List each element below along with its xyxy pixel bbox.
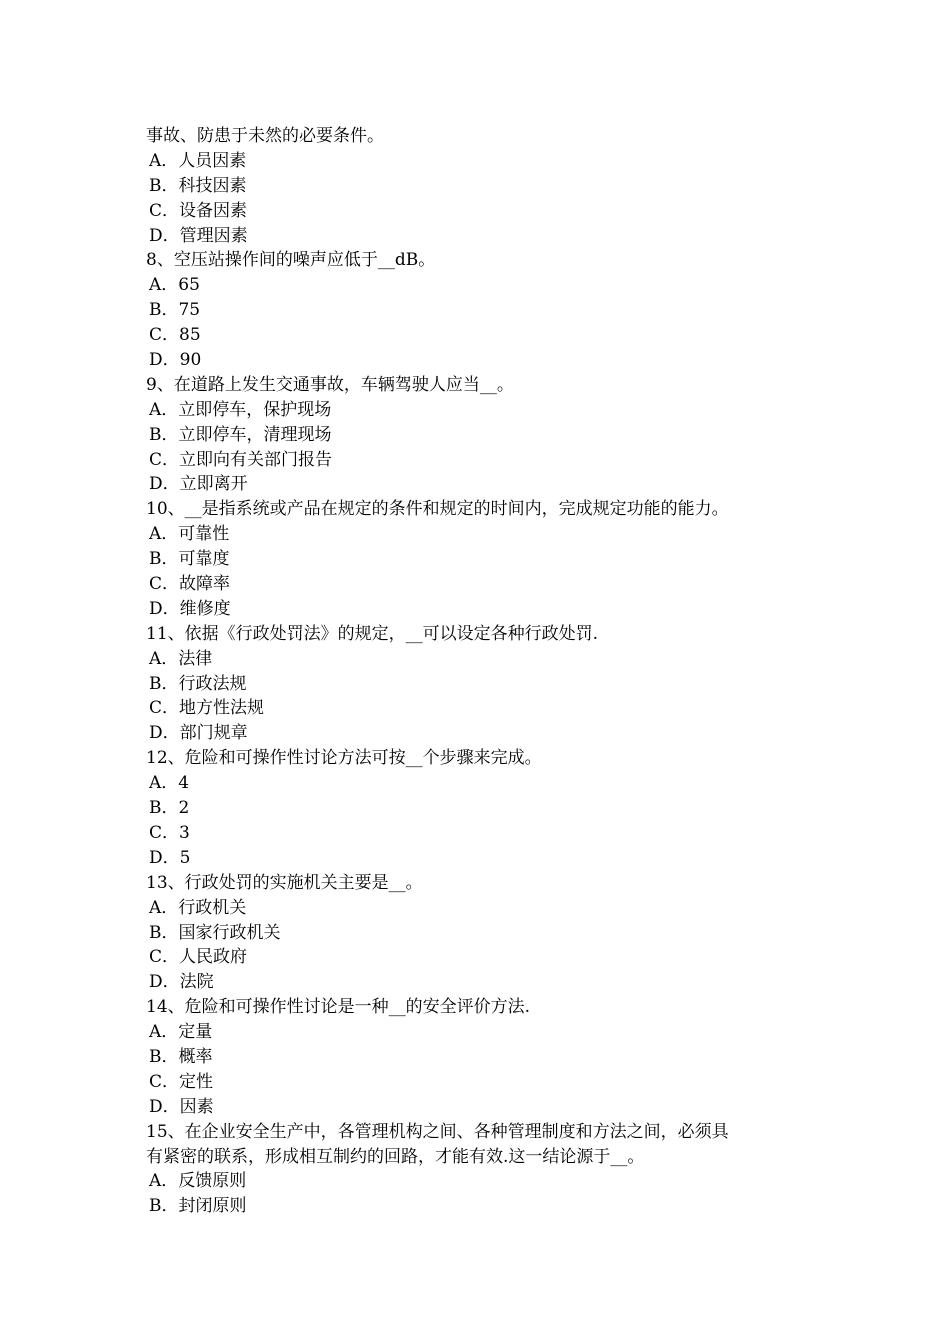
option-b: B．概率 [149,1046,213,1067]
option-b: B．科技因素 [149,175,247,196]
option-a: A．可靠性 [149,524,230,545]
option-a: A．反馈原则 [149,1171,247,1192]
option-a: A．立即停车，保护现场 [149,399,332,420]
question-continuation: 事故、防患于未然的必要条件。 [146,126,384,146]
option-b: B．2 [149,798,190,819]
question-15-stem-line-2: 有紧密的联系，形成相互制约的回路，才能有效.这一结论源于__。 [146,1146,645,1167]
question-13-stem: 13、行政处罚的实施机关主要是__。 [146,872,423,893]
option-c: C．设备因素 [149,200,248,221]
question-8-stem: 8、空压站操作间的噪声应低于__dB。 [146,250,436,271]
question-14-stem: 14、危险和可操作性讨论是一种__的安全评价方法. [146,997,531,1018]
option-c: C．故障率 [149,574,231,595]
option-b: B．国家行政机关 [149,922,281,943]
option-d: D．因素 [149,1096,214,1117]
option-c: C．人民政府 [149,947,248,968]
option-b: B．行政法规 [149,673,247,694]
option-d: D．5 [149,847,191,868]
option-a: A．行政机关 [149,897,247,918]
option-d: D．法院 [149,972,214,993]
question-11-stem: 11、依据《行政处罚法》的规定，__可以设定各种行政处罚. [146,623,599,644]
option-b: B．75 [149,300,201,321]
option-a: A．定量 [149,1022,213,1043]
option-d: D．立即离开 [149,474,248,495]
question-10-stem: 10、__是指系统或产品在规定的条件和规定的时间内，完成规定功能的能力。 [146,499,729,520]
document-page [146,124,826,1219]
question-15-stem-line-1: 15、在企业安全生产中，各管理机构之间、各种管理制度和方法之间，必须具 [146,1121,729,1142]
option-b: B．可靠度 [149,549,230,570]
option-a: A．65 [149,275,200,296]
question-9-stem: 9、在道路上发生交通事故，车辆驾驶人应当__。 [146,374,514,395]
option-d: D．管理因素 [149,225,248,246]
question-12-stem: 12、危险和可操作性讨论方法可按__个步骤来完成。 [146,748,542,769]
option-b: B．封闭原则 [149,1196,247,1217]
option-c: C．地方性法规 [149,698,265,719]
option-c: C．85 [149,325,201,346]
option-c: C．3 [149,822,190,843]
option-c: C．立即向有关部门报告 [149,449,333,470]
option-d: D．90 [149,350,202,371]
option-b: B．立即停车，清理现场 [149,424,332,445]
option-a: A．法律 [149,648,213,669]
option-d: D．维修度 [149,598,231,619]
option-c: C．定性 [149,1071,214,1092]
option-a: A．4 [149,773,190,794]
option-d: D．部门规章 [149,723,248,744]
option-a: A．人员因素 [149,150,247,171]
